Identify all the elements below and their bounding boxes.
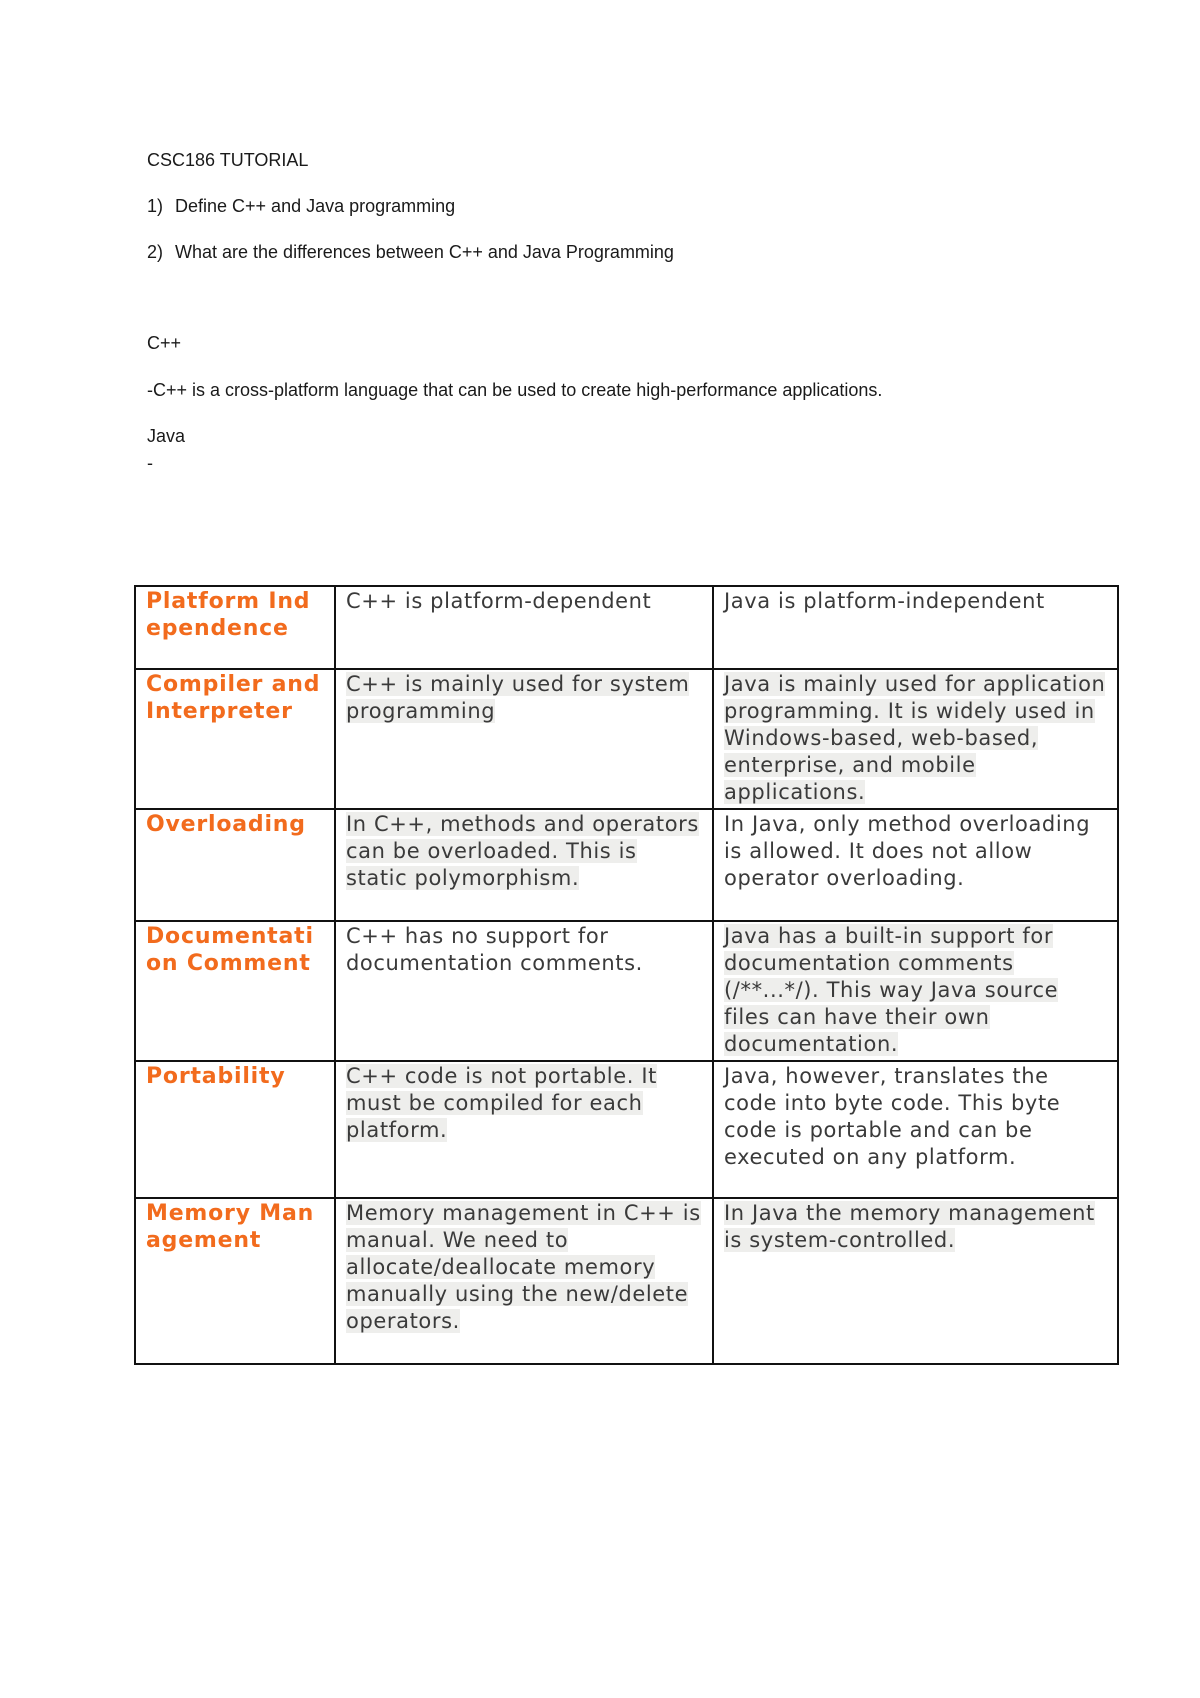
aspect-cell: Overloading	[135, 809, 335, 921]
cpp-text: C++ code is not portable. It must be compiled for each platform.	[346, 1064, 657, 1142]
java-cell	[713, 586, 1118, 669]
java-text: Java has a built-in support for documentation comments (/**...*/). This way Java source files can have their own documentation.	[724, 924, 1059, 1056]
table-row	[135, 1061, 1118, 1198]
table-row	[135, 1198, 1118, 1364]
java-cell	[713, 809, 1118, 921]
cpp-cell	[335, 921, 713, 1061]
java-cell	[713, 1198, 1118, 1364]
java-cell	[713, 921, 1118, 1061]
aspect-cell: Memory Management	[135, 1198, 335, 1364]
cpp-text: C++ is platform-dependent	[346, 589, 652, 613]
cpp-definition: -C++ is a cross-platform language that can be used to create high-performance applications.	[147, 380, 883, 400]
aspect-cell: Platform Independence	[135, 586, 335, 669]
table-row	[135, 669, 1118, 809]
cpp-cell	[335, 1198, 713, 1364]
cpp-cell	[335, 1061, 713, 1198]
cpp-cell	[335, 809, 713, 921]
cpp-text: C++ has no support for documentation comments.	[346, 924, 643, 975]
cpp-cell	[335, 586, 713, 669]
aspect-cell: Compiler and Interpreter	[135, 669, 335, 809]
document-title: CSC186 TUTORIAL	[147, 150, 309, 170]
cpp-text: In C++, methods and operators can be overloaded. This is static polymorphism.	[346, 812, 699, 890]
java-definition: -	[147, 453, 153, 473]
question-number: 1)	[147, 196, 164, 216]
java-cell	[713, 669, 1118, 809]
question-1	[147, 196, 455, 217]
java-text: In Java the memory management is system-controlled.	[724, 1201, 1095, 1252]
table-row	[135, 809, 1118, 921]
java-text: Java, however, translates the code into byte code. This byte code is portable and can be executed on any platform.	[724, 1064, 1061, 1169]
cpp-text: Memory management in C++ is manual. We need to allocate/deallocate memory manually using the new/delete operators.	[346, 1201, 701, 1333]
java-text: In Java, only method overloading is allowed. It does not allow operator overloading.	[724, 812, 1091, 890]
cpp-cell	[335, 669, 713, 809]
aspect-cell: Portability	[135, 1061, 335, 1198]
question-text: Define C++ and Java programming	[175, 196, 456, 216]
question-number: 2)	[147, 242, 164, 262]
comparison-table	[134, 585, 1119, 1365]
question-text: What are the differences between C++ and Java Programming	[175, 242, 674, 262]
aspect-cell: Documentation Comment	[135, 921, 335, 1061]
cpp-text: C++ is mainly used for system programming	[346, 672, 690, 723]
java-cell	[713, 1061, 1118, 1198]
cpp-heading: C++	[147, 333, 182, 353]
question-2	[147, 242, 674, 263]
java-text: Java is platform-independent	[724, 589, 1045, 613]
java-heading: Java	[147, 426, 186, 446]
table-row	[135, 586, 1118, 669]
java-text: Java is mainly used for application programming. It is widely used in Windows-based, web-based, enterprise, and mobile applications.	[724, 672, 1106, 804]
table-row	[135, 921, 1118, 1061]
